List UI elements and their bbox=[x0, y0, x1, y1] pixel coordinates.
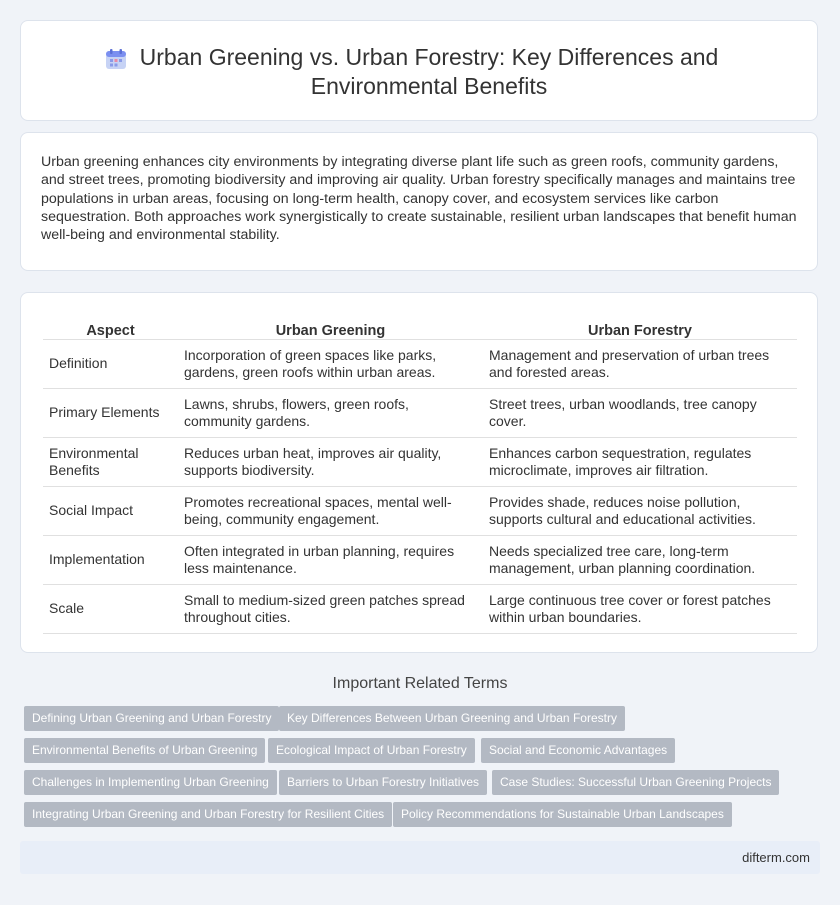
row-greening: Reduces urban heat, improves air quality, supports biodiversity. bbox=[178, 438, 483, 487]
row-aspect: Scale bbox=[43, 585, 178, 634]
related-term-tag[interactable]: Defining Urban Greening and Urban Forestry bbox=[24, 706, 279, 731]
row-greening: Often integrated in urban planning, requires less maintenance. bbox=[178, 536, 483, 585]
row-forestry: Street trees, urban woodlands, tree canopy cover. bbox=[483, 389, 797, 438]
page-title: Urban Greening vs. Urban Forestry: Key Differences and Environmental Benefits bbox=[139, 44, 719, 99]
related-terms-title: Important Related Terms bbox=[332, 675, 508, 692]
comparison-card bbox=[20, 292, 818, 653]
footer bbox=[20, 841, 820, 874]
footer-site[interactable]: difterm.com bbox=[742, 850, 810, 865]
table-header-row bbox=[43, 315, 797, 340]
row-greening: Promotes recreational spaces, mental well-being, community engagement. bbox=[178, 487, 483, 536]
row-aspect: Implementation bbox=[43, 536, 178, 585]
header-urban-greening: Urban Greening bbox=[178, 315, 483, 340]
related-term-tag[interactable]: Key Differences Between Urban Greening and Urban Forestry bbox=[279, 706, 625, 731]
header-urban-forestry: Urban Forestry bbox=[483, 315, 797, 340]
table-row bbox=[43, 585, 797, 634]
table-row bbox=[43, 536, 797, 585]
header-aspect: Aspect bbox=[43, 315, 178, 340]
row-forestry: Large continuous tree cover or forest patches within urban boundaries. bbox=[483, 585, 797, 634]
related-term-tag[interactable]: Policy Recommendations for Sustainable Urban Landscapes bbox=[393, 802, 732, 827]
row-aspect: Primary Elements bbox=[43, 389, 178, 438]
related-term-tag[interactable]: Social and Economic Advantages bbox=[481, 738, 675, 763]
header-card bbox=[20, 20, 818, 121]
intro-text: Urban greening enhances city environments by integrating diverse plant life such as green roofs, community gardens, and street trees, promoting biodiversity and improving air quality. Urban forestry specifically manages and maintains tree populations in urban areas, focusing on long-term health, canopy cover, and ecosystem services like carbon sequestration. Both approaches work synergistically to create sustainable, resilient urban landscapes that benefit human well-being and environmental stability. bbox=[41, 154, 797, 244]
intro-card bbox=[20, 132, 818, 271]
related-term-tag[interactable]: Ecological Impact of Urban Forestry bbox=[268, 738, 475, 763]
table-row bbox=[43, 487, 797, 536]
row-greening: Incorporation of green spaces like parks, gardens, green roofs within urban areas. bbox=[178, 340, 483, 389]
table-row bbox=[43, 389, 797, 438]
row-forestry: Provides shade, reduces noise pollution, supports cultural and educational activities. bbox=[483, 487, 797, 536]
comparison-table bbox=[43, 315, 797, 634]
table-row bbox=[43, 438, 797, 487]
row-forestry: Management and preservation of urban trees and forested areas. bbox=[483, 340, 797, 389]
row-aspect: Social Impact bbox=[43, 487, 178, 536]
related-term-tag[interactable]: Challenges in Implementing Urban Greening bbox=[24, 770, 277, 795]
row-aspect: Environmental Benefits bbox=[43, 438, 178, 487]
row-forestry: Enhances carbon sequestration, regulates microclimate, improves air filtration. bbox=[483, 438, 797, 487]
related-term-tag[interactable]: Environmental Benefits of Urban Greening bbox=[24, 738, 265, 763]
table-row bbox=[43, 340, 797, 389]
related-term-tag[interactable]: Barriers to Urban Forestry Initiatives bbox=[279, 770, 487, 795]
row-greening: Lawns, shrubs, flowers, green roofs, community gardens. bbox=[178, 389, 483, 438]
row-greening: Small to medium-sized green patches spread throughout cities. bbox=[178, 585, 483, 634]
related-term-tag[interactable]: Integrating Urban Greening and Urban Forestry for Resilient Cities bbox=[24, 802, 392, 827]
row-aspect: Definition bbox=[43, 340, 178, 389]
row-forestry: Needs specialized tree care, long-term management, urban planning coordination. bbox=[483, 536, 797, 585]
related-term-tag[interactable]: Case Studies: Successful Urban Greening Projects bbox=[492, 770, 779, 795]
